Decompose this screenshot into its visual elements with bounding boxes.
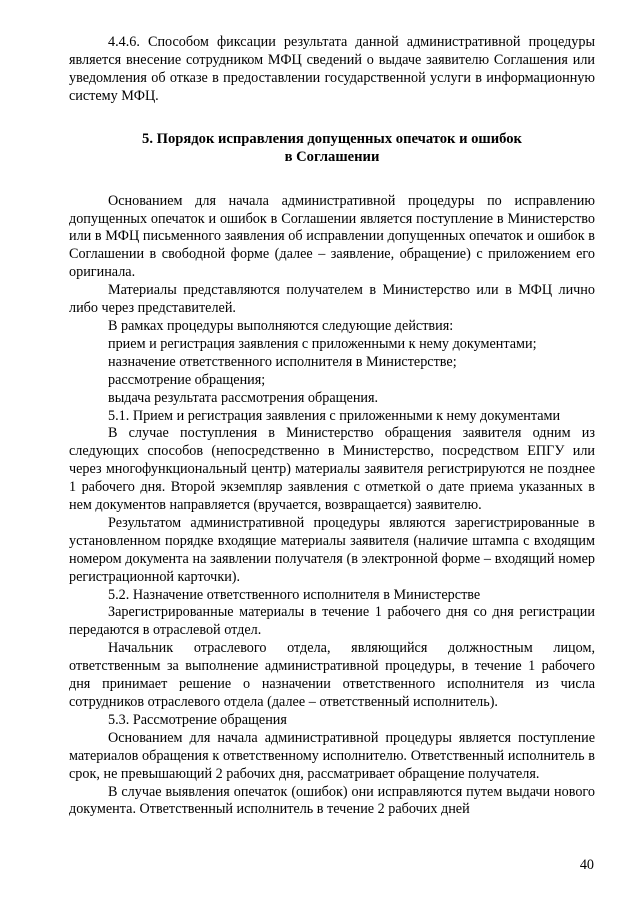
paragraph-actions-intro: В рамках процедуры выполняются следующие действия: <box>108 317 454 334</box>
action-item: прием и регистрация заявления с приложенными к нему документами; <box>108 335 537 352</box>
paragraph-5-1-result: Результатом административной процедуры являются зарегистрированные в установленном порядке входящие материалы заявителя (наличие штампа с входящим номером документа на заявлении получателя (в электронной форме – входящий номер регистрационной карточки). <box>69 514 595 585</box>
section-heading <box>69 130 595 166</box>
paragraph-materials: Материалы представляются получателем в Министерство или в МФЦ лично либо через представителей. <box>69 282 595 317</box>
paragraph-5-2-registered: Зарегистрированные материалы в течение 1 рабочего дня со дня регистрации передаются в отраслевой отдел. <box>69 604 595 639</box>
paragraph-5-2-head: Начальник отраслевого отдела, являющийся должностным лицом, ответственным за выполнение административной процедуры, в течение 1 рабочего дня принимает решение о назначении ответственного исполнителя из числа сотрудников отраслевого отдела (далее – ответственный исполнитель). <box>69 640 595 710</box>
section-heading-line-2: в Соглашении <box>284 148 380 165</box>
page-number: 40 <box>579 857 594 873</box>
paragraph-5-3-errors: В случае выявления опечаток (ошибок) они исправляются путем выдачи нового документа. Ответственный исполнитель в течение 2 рабочих дней <box>69 783 595 818</box>
paragraph-5-3-basis: Основанием для начала административной процедуры является поступление материалов обращения к ответственному исполнителю. Ответственный исполнитель в срок, не превышающий 2 рабочих дня, рассматривает обращение получателя. <box>69 729 595 782</box>
paragraph-4-4-6: 4.4.6. Способом фиксации результата данной административной процедуры является внесение сотрудником МФЦ сведений о выдаче заявителю Соглашения или уведомления об отказе в предоставлении государственной услуги в информационную систему МФЦ. <box>69 34 595 104</box>
paragraph-basis: Основанием для начала административной процедуры по исправлению допущенных опечаток и ошибок в Соглашении является поступление в Министерство или в МФЦ письменного заявления об исправлении допущенных опечаток и ошибок в Соглашении в свободной форме (далее – заявление, обращение) с приложением его оригинала. <box>69 192 595 281</box>
subsection-5-1-title: 5.1. Прием и регистрация заявления с приложенными к нему документами <box>108 407 561 424</box>
action-item: назначение ответственного исполнителя в Министерстве; <box>108 353 457 370</box>
action-item: выдача результата рассмотрения обращения. <box>108 389 379 406</box>
document-body <box>69 34 595 819</box>
subsection-5-3-title: 5.3. Рассмотрение обращения <box>108 711 287 728</box>
action-item: рассмотрение обращения; <box>108 371 266 388</box>
paragraph-5-1-case: В случае поступления в Министерство обращения заявителя одним из следующих способов (непосредственно в Министерство, посредством ЕПГУ или через многофункциональный центр) материалы заявителя регистрируются не позднее 1 рабочего дня. Второй экземпляр заявления с отметкой о дате приема указанных в нем документов направляется (вручается, возвращается) заявителю. <box>69 425 595 514</box>
subsection-5-2-title: 5.2. Назначение ответственного исполнителя в Министерстве <box>108 586 481 603</box>
section-heading-line-1: 5. Порядок исправления допущенных опечаток и ошибок <box>142 130 522 147</box>
